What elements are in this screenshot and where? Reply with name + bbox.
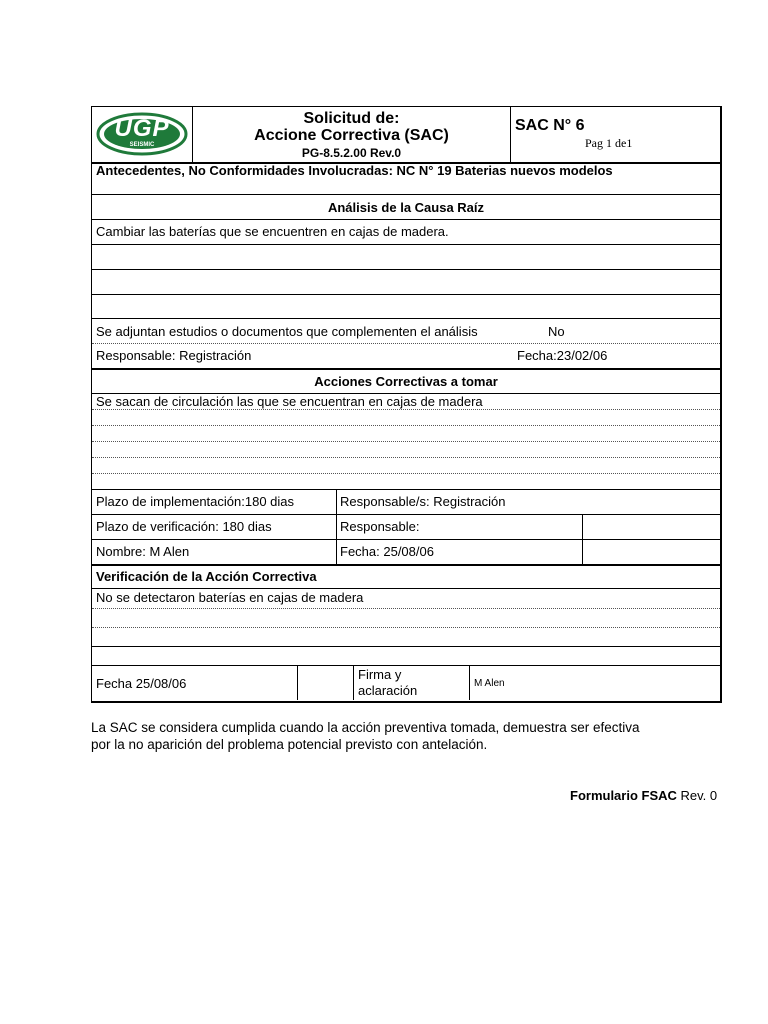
rule — [92, 564, 720, 566]
verificacion-fecha: Fecha 25/08/06 — [96, 676, 187, 691]
dotted-rule — [92, 425, 720, 426]
dotted-rule — [92, 457, 720, 458]
acciones-heading: Acciones Correctivas a tomar — [314, 374, 498, 389]
verificacion-line-1: No se detectaron baterías en cajas de madera — [96, 590, 364, 605]
rule — [92, 318, 720, 319]
dotted-rule — [92, 409, 720, 410]
rule — [92, 665, 720, 666]
dotted-rule — [92, 343, 720, 344]
grid-divider — [353, 665, 354, 700]
dotted-rule — [92, 473, 720, 474]
company-logo — [96, 112, 188, 156]
title-line-1: Solicitud de: — [303, 110, 400, 127]
rule — [92, 368, 720, 370]
page-number: Pag 1 de1 — [585, 136, 633, 150]
adjuntan-value: No — [548, 324, 565, 339]
analisis-responsable: Responsable: Registración — [96, 348, 252, 363]
rule — [92, 269, 720, 270]
plazo-implementacion: Plazo de implementación:180 dias — [96, 494, 295, 509]
logo-text: UGP — [114, 115, 170, 142]
document-code: PG-8.5.2.00 Rev.0 — [301, 146, 402, 160]
rule — [92, 489, 720, 490]
grid-divider — [469, 665, 470, 700]
rule — [92, 514, 720, 515]
antecedentes-text: Antecedentes, No Conformidades Involucradas: NC N° 19 Baterias nuevos modelos — [96, 163, 613, 178]
rule — [92, 194, 720, 195]
header-divider-2 — [510, 106, 511, 163]
form-rev: Rev. 0 — [680, 788, 718, 803]
logo-subtext: SEISMIC — [129, 142, 155, 148]
acciones-responsables: Responsable/s: Registración — [340, 494, 506, 509]
rule — [92, 646, 720, 647]
analisis-heading: Análisis de la Causa Raíz — [327, 200, 485, 215]
acciones-fecha: Fecha: 25/08/06 — [340, 544, 434, 559]
acciones-nombre: Nombre: M Alen — [96, 544, 190, 559]
acciones-responsable: Responsable: — [340, 519, 420, 534]
adjuntan-label: Se adjuntan estudios o documentos que complementen el análisis — [96, 324, 478, 339]
sac-number: SAC N° 6 — [515, 117, 585, 134]
dotted-rule — [92, 627, 720, 628]
dotted-rule — [92, 441, 720, 442]
grid-divider — [297, 665, 298, 700]
grid-divider — [336, 489, 337, 564]
rule — [92, 294, 720, 295]
analisis-fecha: Fecha:23/02/06 — [517, 348, 608, 363]
analisis-line-1: Cambiar las baterías que se encuentren en cajas de madera. — [96, 224, 449, 239]
rule — [92, 219, 720, 220]
form-footer — [570, 788, 717, 804]
plazo-verificacion: Plazo de verificación: 180 dias — [96, 519, 272, 534]
rule — [92, 588, 720, 589]
title-line-2: Accione Correctiva (SAC) — [254, 127, 449, 144]
verificacion-heading: Verificación de la Acción Correctiva — [96, 569, 317, 584]
note-line-2: por la no aparición del problema potencial previsto con antelación. — [91, 737, 488, 752]
rule — [92, 244, 720, 245]
form-label: Formulario FSAC — [570, 788, 677, 803]
dotted-rule — [92, 608, 720, 609]
acciones-line-1: Se sacan de circulación las que se encuentran en cajas de madera — [96, 394, 483, 409]
rule — [92, 539, 720, 540]
firma-label-1: Firma y — [358, 667, 402, 682]
firma-label-2: aclaración — [358, 683, 418, 698]
firma-name: M Alen — [474, 678, 505, 689]
note-line-1: La SAC se considera cumplida cuando la acción preventiva tomada, demuestra ser efectiva — [91, 720, 640, 735]
